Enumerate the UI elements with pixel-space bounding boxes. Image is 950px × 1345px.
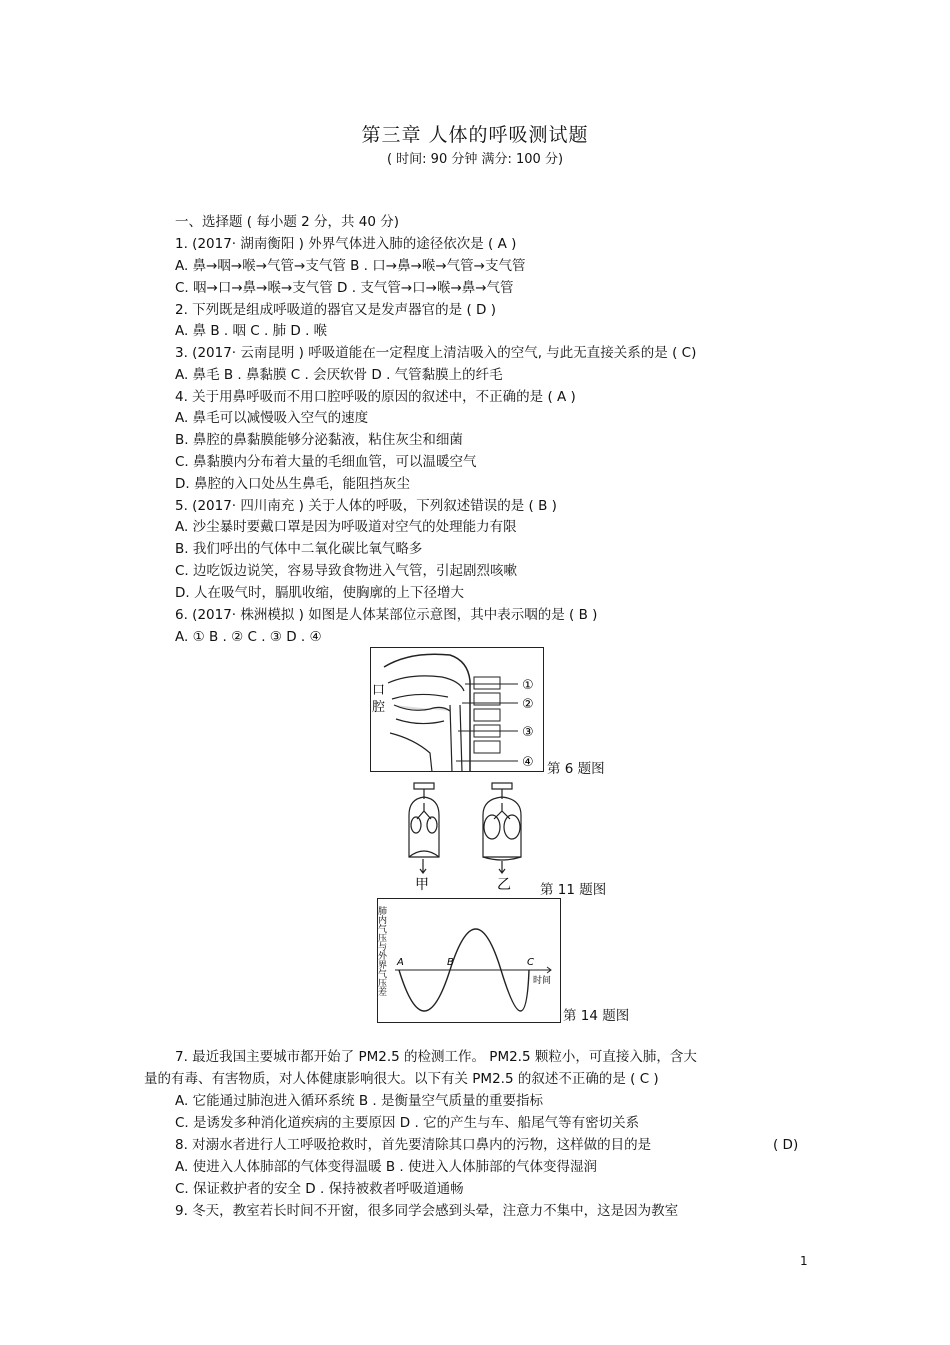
question-line: C. 是诱发多种消化道疾病的主要原因 D . 它的产生与车、船尾气等有密切关系 (175, 1115, 640, 1131)
question-line: 2. 下列既是组成呼吸道的器官又是发声器官的是 ( D ) (175, 302, 496, 318)
figure-14-caption: 第 14 题图 (563, 1008, 630, 1024)
figure-6-caption: 第 6 题图 (547, 761, 605, 777)
question-line: C. 保证救护者的安全 D . 保持被救者呼吸道通畅 (175, 1181, 464, 1197)
fig14-point-b: B (447, 957, 454, 968)
fig6-mouth-label: 口 (372, 683, 386, 698)
figure-11-caption: 第 11 题图 (540, 882, 607, 898)
question-line: A. 鼻毛 B . 鼻黏膜 C . 会厌软骨 D . 气管黏膜上的纤毛 (175, 367, 503, 383)
fig14-point-c: C (527, 957, 534, 968)
question-line: 6. (2017· 株洲模拟 ) 如图是人体某部位示意图，其中表示咽的是 ( B ) (175, 607, 598, 623)
figure-14-pressure-chart (377, 898, 562, 1023)
question-line: B. 我们呼出的气体中二氧化碳比氧气略多 (175, 541, 423, 557)
fig11-label-jia: 甲 (415, 877, 429, 892)
fig14-xlabel: 时间 (533, 976, 552, 986)
figure-6-head-diagram (370, 647, 545, 772)
question-line: C. 边吃饭边说笑，容易导致食物进入气管，引起剧烈咳嗽 (175, 563, 518, 579)
fig14-point-a: A (397, 957, 404, 968)
figure-11-bell-jar-diagram (401, 777, 536, 892)
page-subtitle: ( 时间: 90 分钟 满分: 100 分) (386, 152, 564, 167)
fig6-marker: ② (522, 697, 534, 712)
fig14-ylabel: 肺内气压与外界气压差 (377, 906, 386, 996)
question-line: C. 咽→口→鼻→喉→支气管 D . 支气管→口→喉→鼻→气管 (175, 280, 514, 296)
question-line: 7. 最近我国主要城市都开始了 PM2.5 的检测工作。 PM2.5 颗粒小，可直接入肺，含大 (175, 1049, 697, 1065)
question-line: A. 鼻 B . 咽 C . 肺 D . 喉 (175, 323, 328, 339)
question-line: D. 鼻腔的入口处丛生鼻毛，能阻挡灰尘 (175, 476, 410, 492)
question-line: D. 人在吸气时，膈肌收缩，使胸廓的上下径增大 (175, 585, 464, 601)
question-line: A. ① B . ② C . ③ D . ④ (175, 629, 322, 645)
question-line: A. 沙尘暴时要戴口罩是因为呼吸道对空气的处理能力有限 (175, 519, 517, 535)
question-line: 1. (2017· 湖南衡阳 ) 外界气体进入肺的途径依次是 ( A ) (175, 236, 517, 252)
fig6-mouth-label: 腔 (372, 700, 386, 715)
question-line: 4. 关于用鼻呼吸而不用口腔呼吸的原因的叙述中，不正确的是 ( A ) (175, 389, 576, 405)
section-heading: 一、选择题 ( 每小题 2 分，共 40 分) (175, 214, 400, 230)
question-line: 9. 冬天，教室若长时间不开窗，很多同学会感到头晕，注意力不集中，这是因为教室 (175, 1203, 679, 1219)
question-line: A. 使进入人体肺部的气体变得温暖 B . 使进入人体肺部的气体变得湿润 (175, 1159, 598, 1175)
question-line: 3. (2017· 云南昆明 ) 呼吸道能在一定程度上清洁吸入的空气, 与此无直接关系的是 ( C) (175, 345, 697, 361)
question-line: B. 鼻腔的鼻黏膜能够分泌黏液，粘住灰尘和细菌 (175, 432, 463, 448)
question-line: 量的有毒、有害物质，对人体健康影响很大。以下有关 PM2.5 的叙述不正确的是 ( C ) (144, 1071, 659, 1087)
question-line: 5. (2017· 四川南充 ) 关于人体的呼吸，下列叙述错误的是 ( B ) (175, 498, 557, 514)
page-number: 1 (800, 1254, 808, 1268)
question-line: C. 鼻黏膜内分布着大量的毛细血管，可以温暖空气 (175, 454, 477, 470)
fig6-marker: ③ (522, 725, 534, 740)
fig6-marker: ④ (522, 755, 534, 770)
page-title: 第三章 人体的呼吸测试题 (361, 124, 589, 146)
question-line: A. 鼻毛可以减慢吸入空气的速度 (175, 410, 369, 426)
fig11-label-yi: 乙 (497, 877, 511, 892)
question-line: A. 它能通过肺泡进入循环系统 B . 是衡量空气质量的重要指标 (175, 1093, 544, 1109)
question-answer: ( D) (773, 1137, 799, 1153)
fig6-marker: ① (522, 678, 534, 693)
question-line: 8. 对溺水者进行人工呼吸抢救时，首先要清除其口鼻内的污物，这样做的目的是 (175, 1137, 652, 1153)
question-line: A. 鼻→咽→喉→气管→支气管 B . 口→鼻→喉→气管→支气管 (175, 258, 526, 274)
